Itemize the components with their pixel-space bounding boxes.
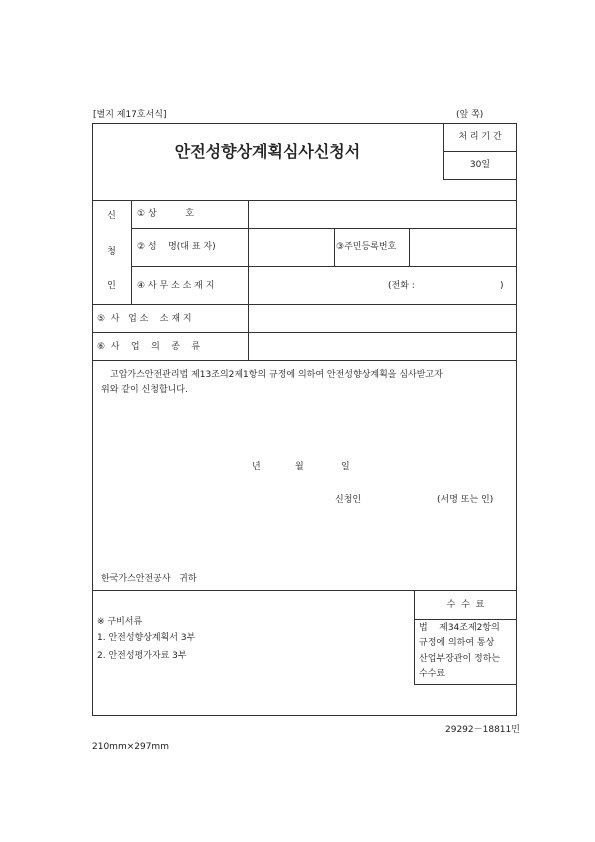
frame-top [92, 123, 517, 124]
frame-right [516, 123, 517, 716]
applicant-signature-label: 신청인 [335, 495, 362, 505]
processing-box-divider [443, 151, 517, 152]
resident-id-field[interactable] [410, 229, 516, 266]
applicant-side-label-3: 인 [107, 281, 116, 291]
applicant-side-label-1: 신 [107, 211, 116, 221]
phone-label: (전화 : [388, 281, 415, 291]
form-code: 29292－18811민 [445, 725, 520, 735]
applicant-col-line [131, 200, 132, 305]
statement-line-2: 위와 같이 신청합니다. [101, 385, 188, 395]
representative-field[interactable] [249, 229, 334, 266]
representative-label: ② 성 명(대 표 자) [137, 242, 216, 252]
site-location-label: ⑤ 사 업 소 소 재 지 [97, 314, 192, 324]
business-name-field[interactable] [249, 201, 516, 228]
fee-box-divider [414, 619, 517, 620]
form-number: [별지 제17호서식] [93, 110, 167, 120]
documents-section-top [92, 590, 517, 591]
date-month: 월 [295, 462, 304, 472]
business-type-field[interactable] [249, 333, 516, 360]
paper-size: 210mm×297mm [92, 742, 169, 752]
signature-note: (서명 또는 인) [437, 495, 494, 505]
document-item-1: 1. 안전성향상계획서 3부 [97, 633, 196, 643]
fee-label: 수 수 료 [446, 600, 485, 610]
page-side-label: (앞 쪽) [456, 110, 484, 120]
date-year: 년 [252, 462, 261, 472]
documents-heading: ※ 구비서류 [97, 617, 143, 627]
fee-line-3: 산업부장관이 정하는 [419, 654, 501, 664]
form-title: 안전성향상계획심사신청서 [174, 142, 361, 161]
processing-value: 30일 [469, 160, 491, 170]
frame-bottom [92, 715, 517, 716]
date-day: 일 [341, 462, 350, 472]
business-type-label: ⑥ 사 업 의 종 류 [97, 342, 201, 352]
processing-box-bottom [443, 179, 517, 180]
document-item-2: 2. 안전성평가자료 3부 [97, 651, 187, 661]
site-location-field[interactable] [249, 305, 516, 332]
fee-line-2: 규정에 의하여 통상 [419, 638, 495, 648]
office-address-label: ④ 사 무 소 소 재 지 [137, 281, 215, 291]
id-label-left-line [334, 228, 335, 267]
phone-close: ) [500, 281, 504, 291]
processing-label: 처 리 기 간 [458, 132, 502, 142]
business-name-label: ① 상 호 [137, 209, 194, 219]
office-address-field[interactable] [249, 267, 387, 304]
fee-box-bottom [414, 684, 517, 685]
resident-id-label: ③주민등록번호 [336, 242, 397, 252]
row-line-6 [92, 360, 517, 361]
fee-line-1: 법 제34조제2항의 [419, 623, 500, 633]
fee-line-4: 수수료 [419, 669, 446, 679]
recipient: 한국가스안전공사 귀하 [101, 574, 197, 584]
applicant-side-label-2: 청 [107, 247, 116, 257]
statement-line-1: 고압가스안전관리법 제13조의2제1항의 규정에 의하여 안전성향상계획을 심사받고자 [110, 370, 443, 380]
